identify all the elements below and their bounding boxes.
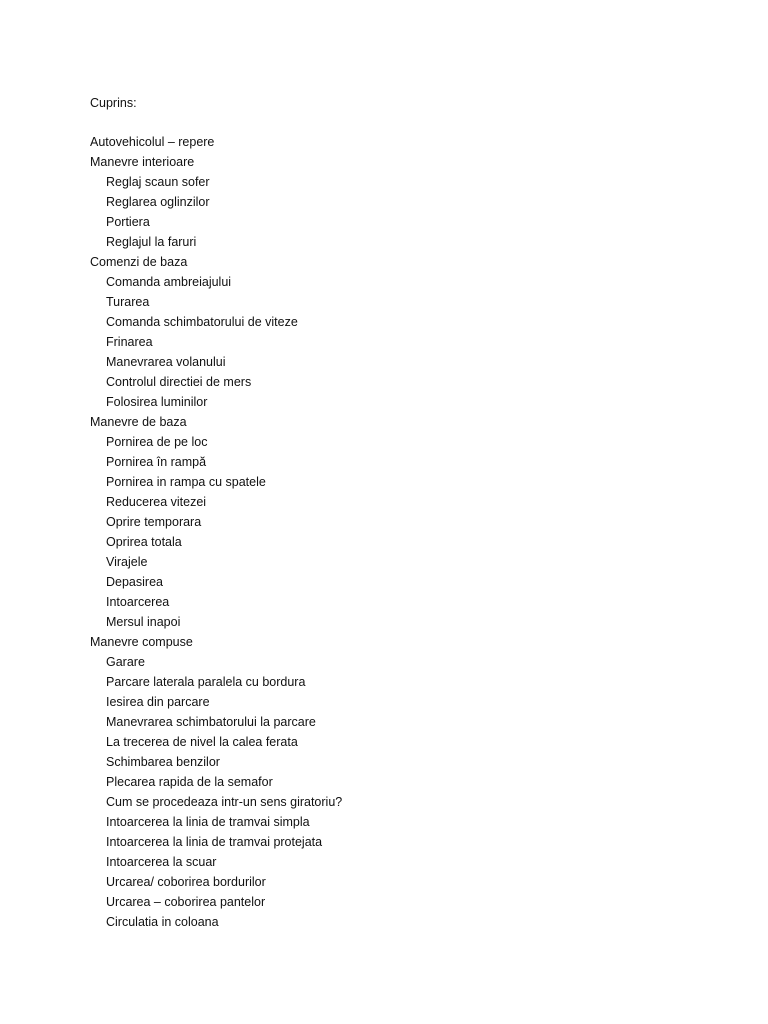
toc-subsection-item: Urcarea – coborirea pantelor xyxy=(106,895,266,909)
toc-subsection-item: Urcarea/ coborirea bordurilor xyxy=(106,875,266,889)
toc-subsection-item: Circulatia in coloana xyxy=(106,915,219,929)
toc-section-heading: Autovehicolul – repere xyxy=(90,135,215,149)
toc-subsection-item: Mersul inapoi xyxy=(106,615,181,629)
toc-subsection-item: Controlul directiei de mers xyxy=(106,375,252,389)
toc-subsection-item: Portiera xyxy=(106,215,150,229)
toc-subsection-item: Intoarcerea la linia de tramvai protejata xyxy=(106,835,323,849)
toc-subsection-item: Schimbarea benzilor xyxy=(106,755,220,769)
toc-subsection-item: Parcare laterala paralela cu bordura xyxy=(106,675,306,689)
toc-subsection-item: Depasirea xyxy=(106,575,163,589)
toc-subsection-item: Garare xyxy=(106,655,145,669)
toc-subsection-item: Turarea xyxy=(106,295,150,309)
toc-subsection-item: Iesirea din parcare xyxy=(106,695,210,709)
table-of-contents xyxy=(90,132,342,932)
toc-subsection-item: Plecarea rapida de la semafor xyxy=(106,775,273,789)
toc-section-heading: Comenzi de baza xyxy=(90,255,188,269)
toc-subsection-item: Reglarea oglinzilor xyxy=(106,195,210,209)
toc-subsection-item: Comanda schimbatorului de viteze xyxy=(106,315,298,329)
toc-subsection-item: Reducerea vitezei xyxy=(106,495,207,509)
toc-subsection-item: Intoarcerea xyxy=(106,595,170,609)
toc-subsection-item: Oprire temporara xyxy=(106,515,202,529)
toc-subsection-item: Pornirea in rampa cu spatele xyxy=(106,475,266,489)
toc-subsection-item: Reglaj scaun sofer xyxy=(106,175,210,189)
toc-section-heading: Manevre interioare xyxy=(90,155,195,169)
toc-subsection-item: Intoarcerea la linia de tramvai simpla xyxy=(106,815,310,829)
toc-subsection-item: Frinarea xyxy=(106,335,153,349)
toc-subsection-item: Pornirea de pe loc xyxy=(106,435,208,449)
toc-subsection-item: Reglajul la faruri xyxy=(106,235,197,249)
toc-subsection-item: Comanda ambreiajului xyxy=(106,275,232,289)
toc-subsection-item: Folosirea luminilor xyxy=(106,395,208,409)
toc-subsection-item: Virajele xyxy=(106,555,148,569)
toc-subsection-item: La trecerea de nivel la calea ferata xyxy=(106,735,298,749)
toc-subsection-item: Oprirea totala xyxy=(106,535,182,549)
page-title: Cuprins: xyxy=(90,96,137,110)
toc-subsection-item: Intoarcerea la scuar xyxy=(106,855,217,869)
toc-subsection-item: Pornirea în rampă xyxy=(106,455,207,469)
toc-subsection-item: Manevrarea volanului xyxy=(106,355,226,369)
toc-subsection-item: Manevrarea schimbatorului la parcare xyxy=(106,715,316,729)
toc-section-heading: Manevre de baza xyxy=(90,415,187,429)
toc-subsection-item: Cum se procedeaza intr-un sens giratoriu? xyxy=(106,795,343,809)
toc-section-heading: Manevre compuse xyxy=(90,635,193,649)
